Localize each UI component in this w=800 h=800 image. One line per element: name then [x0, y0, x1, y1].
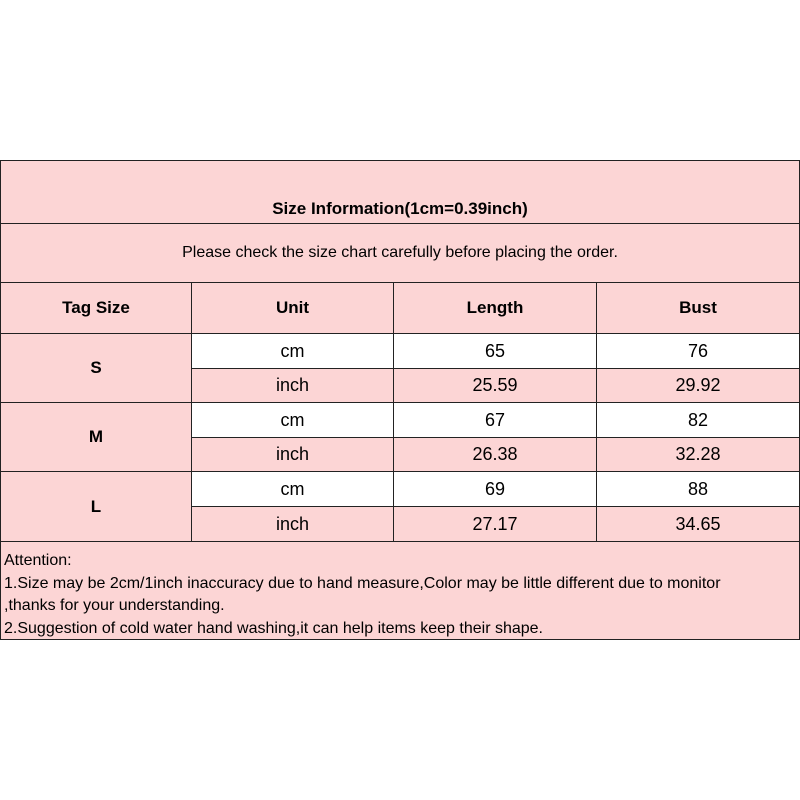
l-cm-bust: 88 — [596, 471, 800, 507]
tag-size-s: S — [0, 333, 192, 403]
size-chart-title: Size Information(1cm=0.39inch) — [0, 160, 800, 224]
tag-size-l: L — [0, 471, 192, 542]
size-chart-subtitle: Please check the size chart carefully before placing the order. — [0, 223, 800, 283]
l-inch-unit: inch — [191, 506, 394, 542]
s-cm-unit: cm — [191, 333, 394, 369]
l-inch-bust: 34.65 — [596, 506, 800, 542]
s-cm-length: 65 — [393, 333, 597, 369]
s-inch-bust: 29.92 — [596, 368, 800, 403]
s-inch-length: 25.59 — [393, 368, 597, 403]
m-inch-length: 26.38 — [393, 437, 597, 472]
l-inch-length: 27.17 — [393, 506, 597, 542]
attention-note-2: 2.Suggestion of cold water hand washing,it can help items keep their shape. — [4, 619, 543, 637]
m-inch-unit: inch — [191, 437, 394, 472]
attention-note-1: 1.Size may be 2cm/1inch inaccuracy due to hand measure,Color may be little different due to monitor — [4, 574, 721, 592]
m-cm-unit: cm — [191, 402, 394, 438]
attention-notes — [0, 541, 800, 640]
header-bust: Bust — [596, 282, 800, 334]
m-inch-bust: 32.28 — [596, 437, 800, 472]
s-inch-unit: inch — [191, 368, 394, 403]
attention-heading: Attention: — [4, 552, 72, 569]
header-tag-size: Tag Size — [0, 282, 192, 334]
header-unit: Unit — [191, 282, 394, 334]
header-length: Length — [393, 282, 597, 334]
m-cm-length: 67 — [393, 402, 597, 438]
l-cm-unit: cm — [191, 471, 394, 507]
attention-note-1-cont: ,thanks for your understanding. — [4, 597, 225, 614]
l-cm-length: 69 — [393, 471, 597, 507]
size-chart — [0, 160, 800, 640]
s-cm-bust: 76 — [596, 333, 800, 369]
tag-size-m: M — [0, 402, 192, 472]
m-cm-bust: 82 — [596, 402, 800, 438]
